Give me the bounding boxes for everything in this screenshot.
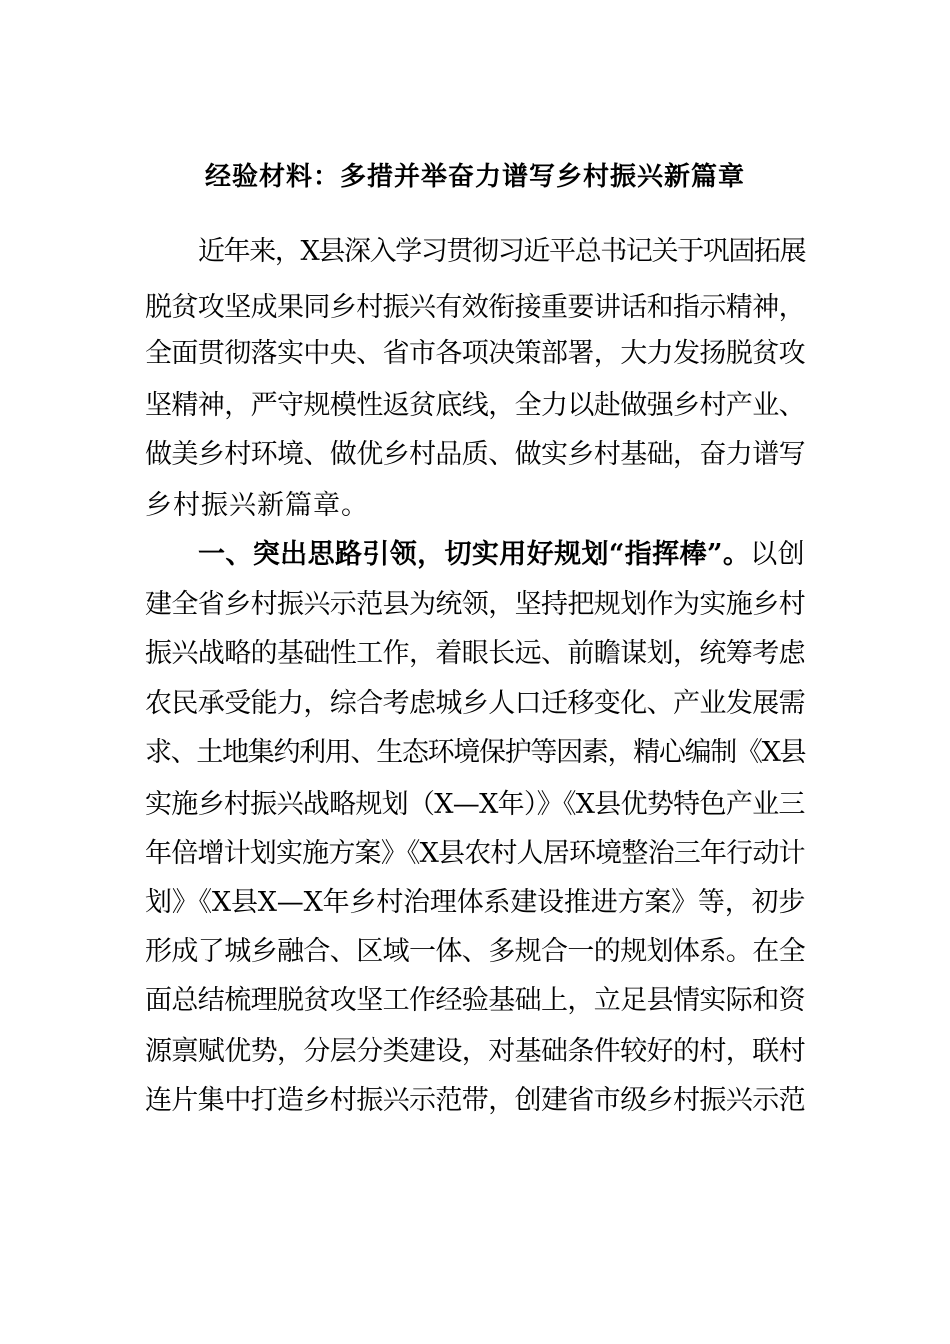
paragraph-line: 面总结梳理脱贫攻坚工作经验基础上，立足县情实际和资 bbox=[145, 985, 805, 1016]
paragraph-line: 实施乡村振兴战略规划（X—X年）》《X县优势特色产业三 bbox=[145, 789, 805, 820]
paragraph-line: 农民承受能力，综合考虑城乡人口迁移变化、产业发展需 bbox=[145, 688, 805, 719]
paragraph-line: 近年来，X县深入学习贯彻习近平总书记关于巩固拓展 bbox=[198, 236, 806, 267]
paragraph-line: 求、土地集约利用、生态环境保护等因素，精心编制《X县 bbox=[145, 737, 806, 768]
paragraph-line: 乡村振兴新篇章。 bbox=[145, 490, 369, 521]
paragraph-line: 做美乡村环境、做优乡村品质、做实乡村基础，奋力谱写 bbox=[145, 439, 805, 470]
paragraph-line: 年倍增计划实施方案》《X县农村人居环境整治三年行动计 bbox=[145, 838, 805, 869]
paragraph-line: 连片集中打造乡村振兴示范带，创建省市级乡村振兴示范 bbox=[145, 1085, 805, 1116]
paragraph-line: 源禀赋优势，分层分类建设，对基础条件较好的村，联村 bbox=[145, 1036, 805, 1067]
paragraph-line: 全面贯彻落实中央、省市各项决策部署，大力发扬脱贫攻 bbox=[145, 338, 805, 369]
paragraph-line: 建全省乡村振兴示范县为统领，坚持把规划作为实施乡村 bbox=[145, 589, 805, 620]
section-heading-line bbox=[198, 537, 805, 573]
paragraph-line: 形成了城乡融合、区域一体、多规合一的规划体系。在全 bbox=[145, 936, 805, 967]
paragraph-line: 划》《X县X—X年乡村治理体系建设推进方案》等，初步 bbox=[145, 887, 806, 918]
paragraph-line: 振兴战略的基础性工作，着眼长远、前瞻谋划，统筹考虑 bbox=[145, 638, 805, 669]
document-title: 经验材料：多措并举奋力谱写乡村振兴新篇章 bbox=[204, 162, 745, 192]
section-heading-continuation: 以创 bbox=[750, 539, 806, 570]
paragraph-line: 坚精神，严守规模性返贫底线，全力以赴做强乡村产业、 bbox=[145, 390, 805, 421]
paragraph-line: 脱贫攻坚成果同乡村振兴有效衔接重要讲话和指示精神， bbox=[145, 292, 805, 323]
section-heading: 一、突出思路引领，切实用好规划“指挥棒”。 bbox=[198, 539, 751, 570]
